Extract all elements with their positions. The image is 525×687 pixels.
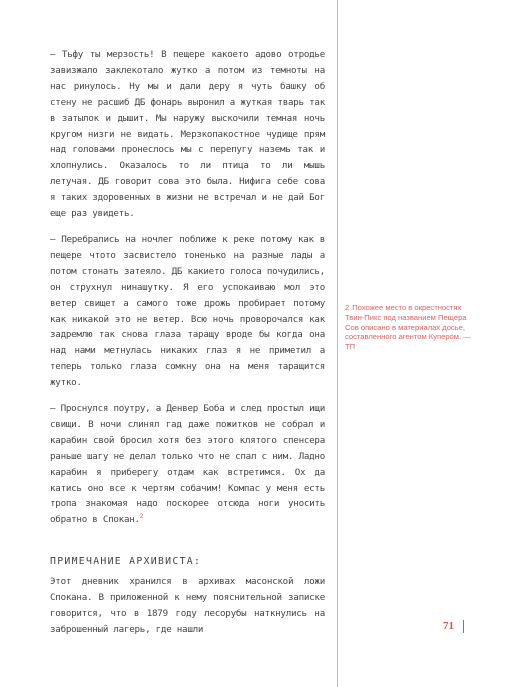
margin-rule: [337, 0, 338, 687]
sidenote: [345, 303, 475, 352]
diary-paragraph-2: — Перебрались на ночлег поближе к реке потому как в пещере чтото засвистело тоненько на разные лады а потом стонать затеяло. ДБ какието голоса почудились, он струхнул нинашутку. Я его успокаиваю мол это ветер свищет а самого тоже дрожь пробирает потому как никакой это не ветер. Всю ночь проворочался как задремлю так снова глаза таращу вроде бы когда она над нами метнулась никаких глаз я не приметил а теперь только глаза сомкну она на меня таращится жутко.: [50, 233, 325, 389]
page-number-tick: [463, 620, 464, 633]
archivist-note-heading: ПРИМЕЧАНИЕ АРХИВИСТА:: [50, 556, 202, 568]
diary-paragraph-3: [50, 401, 325, 528]
page-number: 71: [443, 620, 454, 632]
sidenote-text: Похожее место в окрестностях Твин-Пикс под названием Пещера Сов описано в материалах досье, составленного агентом Купером. — ТП: [345, 303, 471, 352]
main-text-column: [50, 47, 325, 648]
sidenote-number: 2: [345, 303, 350, 312]
footnote-reference[interactable]: 2: [139, 513, 144, 521]
diary-paragraph-1: — Тьфу ты мерзость! В пещере какоето адово отродье завизжало заклекотало жутко а потом из темноты на нас ринулось. Ну мы и дали деру я чуть башку об стену не расшиб ДБ фонарь выронил а жуткая тварь так в затылок и дышит. Мы наружу выскочили темная ночь кругом низги не видать. Мерзкопакостное чудище прям над головами пронеслось мы с перепугу наземь так и хлопнулись. Оказалось то ли птица то ли мышь летучая. ДБ говорит сова это была. Нифига себе сова я таких здоровенных в жизни не встречал и не дай Бог еще раз увидеть.: [50, 49, 325, 220]
diary-paragraph-3-text: — Проснулся поутру, а Денвер Боба и след простыл ищи свищи. В ночи слинял гад даже пожитков не собрал и карабин свой бросил хотя без этого клятого спенсера раньше шагу не делал только что не спал с ним. Ладно карабин я приберегу отдам как встретимся. Ох да катись оно все к чертям собачим! Компас у меня есть тропа знакомая надо поскорее отсюда ноги уносить обратно в Спокан.: [50, 403, 325, 526]
archivist-note-text: Этот дневник хранился в архивах масонской ложи Спокана. В приложенной к нему пояснительной записке говорится, что в 1879 году лесорубы наткнулись на заброшенный лагерь, где нашли: [50, 576, 325, 635]
